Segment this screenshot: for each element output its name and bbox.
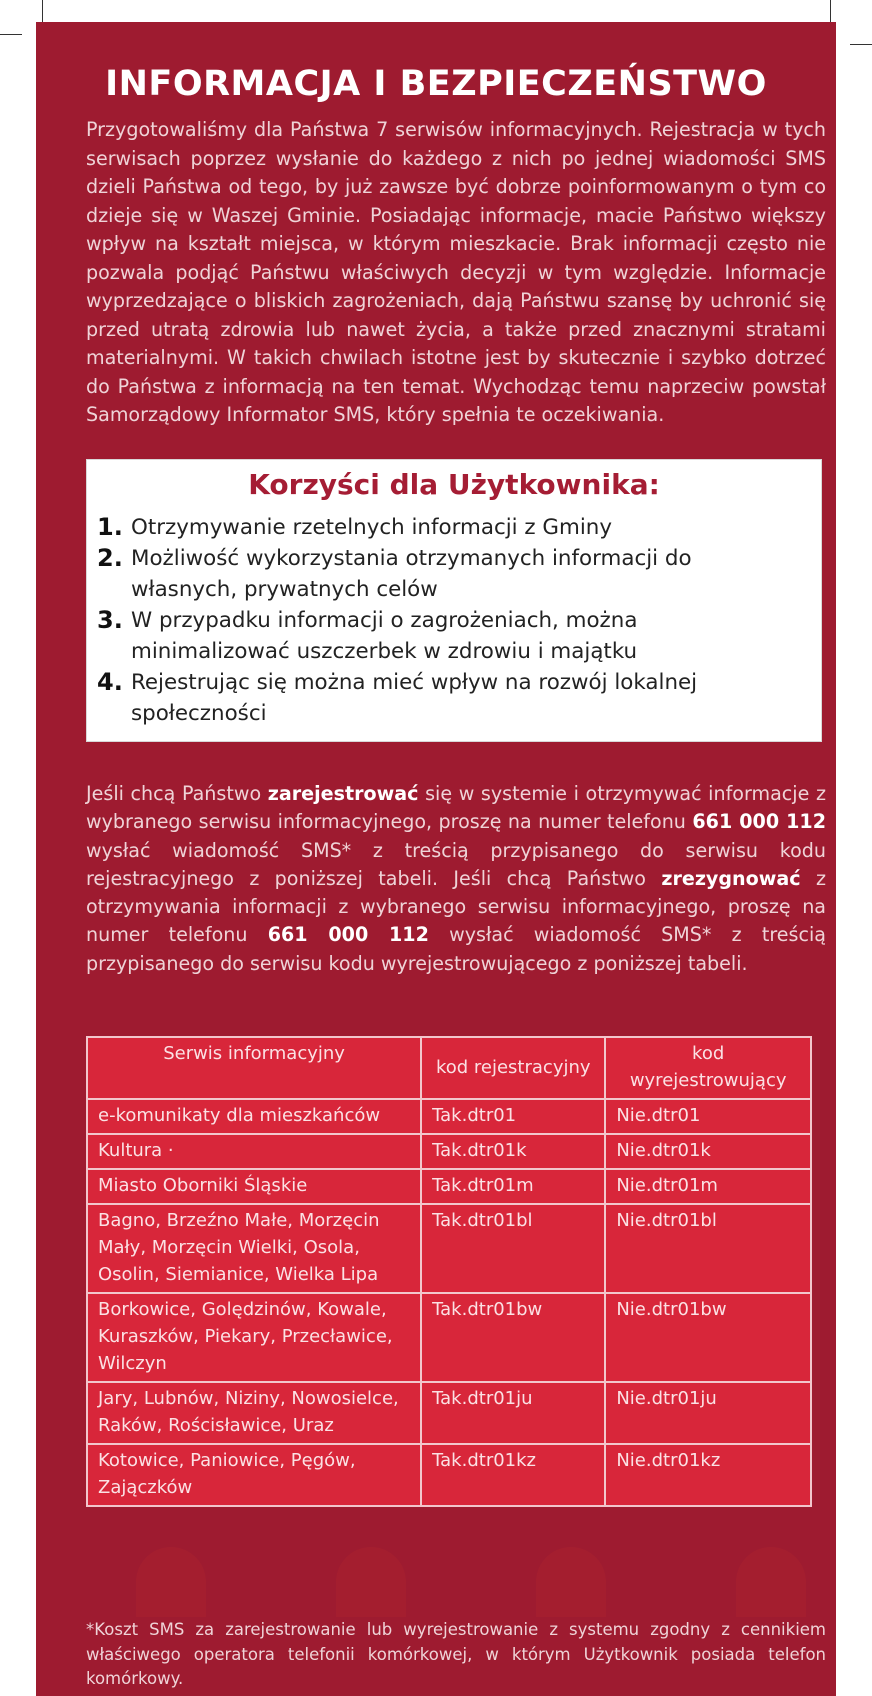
table-row: [87, 1293, 811, 1382]
decorative-shape: [136, 1547, 206, 1617]
table-row: [87, 1134, 811, 1169]
decorative-shape: [536, 1547, 606, 1617]
services-table: [86, 1036, 812, 1507]
decorative-shape: [736, 1547, 806, 1617]
leaflet-page: [36, 22, 836, 1696]
phone-number: 661 000 112: [692, 810, 826, 834]
table-row: [87, 1204, 811, 1293]
unreg-code: Nie.dtr01k: [605, 1134, 811, 1169]
service-name: Kotowice, Paniowice, Pęgów, Zajączków: [87, 1444, 421, 1506]
unreg-code: Nie.dtr01kz: [605, 1444, 811, 1506]
benefit-text: W przypadku informacji o zagrożeniach, można minimalizować uszczerbek w zdrowiu i majątku: [131, 608, 638, 664]
benefit-number: 1.: [97, 513, 123, 541]
benefits-box: [86, 459, 822, 742]
decorative-shape: [336, 1547, 406, 1617]
crop-mark: [0, 34, 22, 35]
service-name: e-komunikaty dla mieszkańców: [87, 1099, 421, 1134]
header-unreg-code: kod wyrejestrowujący: [605, 1037, 811, 1099]
benefit-item: [97, 512, 797, 543]
benefit-text: Otrzymywanie rzetelnych informacji z Gminy: [131, 515, 612, 540]
header-reg-code: kod rejestracyjny: [421, 1037, 605, 1099]
unregister-keyword: zrezygnować: [661, 866, 801, 890]
benefit-item: [97, 605, 797, 667]
benefits-title: Korzyści dla Użytkownika:: [248, 468, 660, 501]
reg-code: Tak.dtr01m: [421, 1169, 605, 1204]
unreg-code: Nie.dtr01ju: [605, 1382, 811, 1444]
crop-mark: [830, 0, 831, 22]
reg-code: Tak.dtr01bw: [421, 1293, 605, 1382]
page-title: INFORMACJA I BEZPIECZEŃSTWO: [105, 64, 767, 104]
registration-paragraph: [86, 780, 826, 978]
registration-text: Jeśli chcą Państwo: [86, 782, 262, 805]
benefit-item: [97, 543, 797, 605]
service-name: Miasto Oborniki Śląskie: [87, 1169, 421, 1204]
phone-number: 661 000 112: [267, 923, 429, 947]
registration-text: z otrzymywania informacji z wybranego serwisu informacyjnego, proszę na numer telefonu: [86, 866, 826, 947]
footnote: *Koszt SMS za zarejestrowanie lub wyrejestrowanie z systemu zgodny z cennikiem właściwego operatora telefonii komórkowej, w którym Użytkownik posiada telefon komórkowy.: [86, 1620, 826, 1688]
table-header-row: [87, 1037, 811, 1099]
registration-text: się w systemie i otrzymywać informacje z wybranego serwisu informacyjnego, proszę na numer telefonu: [86, 782, 826, 834]
unreg-code: Nie.dtr01bl: [605, 1204, 811, 1293]
benefit-number: 3.: [97, 606, 123, 634]
table-row: [87, 1169, 811, 1204]
benefit-item: [97, 667, 797, 729]
intro-paragraph: Przygotowaliśmy dla Państwa 7 serwisów informacyjnych. Rejestracja w tych serwisach poprzez wysłanie do każdego z nich po jednej wiadomości SMS dzieli Państwa od tego, by już zawsze być dobrze poinformowanym o tym co dzieje się w Waszej Gminie. Posiadając informacje, macie Państwo większy wpływ na kształt miejsca, w którym mieszkacie. Brak informacji często nie pozwala podjąć Państwu właściwych decyzji w tym względzie. Informacje wyprzedzające o bliskich zagrożeniach, dają Państwu szansę by uchronić się przed utratą zdrowia lub nawet życia, a także przed znacznymi stratami materialnymi. W takich chwilach istotne jest by skutecznie i szybko dotrzeć do Państwa z informacją na ten temat. Wychodząc temu naprzeciw powstał Samorządowy Informator SMS, który spełnia te oczekiwania.: [86, 118, 826, 426]
service-name: Kultura ·: [87, 1134, 421, 1169]
table-row: [87, 1099, 811, 1134]
service-name: Jary, Lubnów, Niziny, Nowosielce, Raków, Rościsławice, Uraz: [87, 1382, 421, 1444]
reg-code: Tak.dtr01bl: [421, 1204, 605, 1293]
table-row: [87, 1382, 811, 1444]
reg-code: Tak.dtr01k: [421, 1134, 605, 1169]
reg-code: Tak.dtr01: [421, 1099, 605, 1134]
reg-code: Tak.dtr01kz: [421, 1444, 605, 1506]
registration-text: wysłać wiadomość SMS* z treścią przypisanego do serwisu kodu wyrejestrowującego z poniższej tabeli.: [86, 923, 826, 975]
registration-text: wysłać wiadomość SMS* z treścią przypisanego do serwisu kodu rejestracyjnego z poniższej tabeli. Jeśli chcą Państwo: [86, 838, 826, 890]
service-name: Borkowice, Golędzinów, Kowale, Kuraszków, Piekary, Przecławice, Wilczyn: [87, 1293, 421, 1382]
benefits-list: [97, 512, 797, 729]
crop-mark: [850, 44, 872, 45]
header-service: Serwis informacyjny: [87, 1037, 421, 1099]
benefit-text: Możliwość wykorzystania otrzymanych informacji do własnych, prywatnych celów: [131, 546, 692, 602]
reg-code: Tak.dtr01ju: [421, 1382, 605, 1444]
register-keyword: zarejestrować: [267, 782, 419, 805]
unreg-code: Nie.dtr01bw: [605, 1293, 811, 1382]
unreg-code: Nie.dtr01m: [605, 1169, 811, 1204]
crop-mark: [42, 0, 43, 22]
service-name: Bagno, Brzeźno Małe, Morzęcin Mały, Morzęcin Wielki, Osola, Osolin, Siemianice, Wielka Lipa: [87, 1204, 421, 1293]
unreg-code: Nie.dtr01: [605, 1099, 811, 1134]
benefit-number: 4.: [97, 668, 123, 696]
benefit-number: 2.: [97, 544, 123, 572]
table-row: [87, 1444, 811, 1506]
benefit-text: Rejestrując się można mieć wpływ na rozwój lokalnej społeczności: [131, 670, 698, 726]
